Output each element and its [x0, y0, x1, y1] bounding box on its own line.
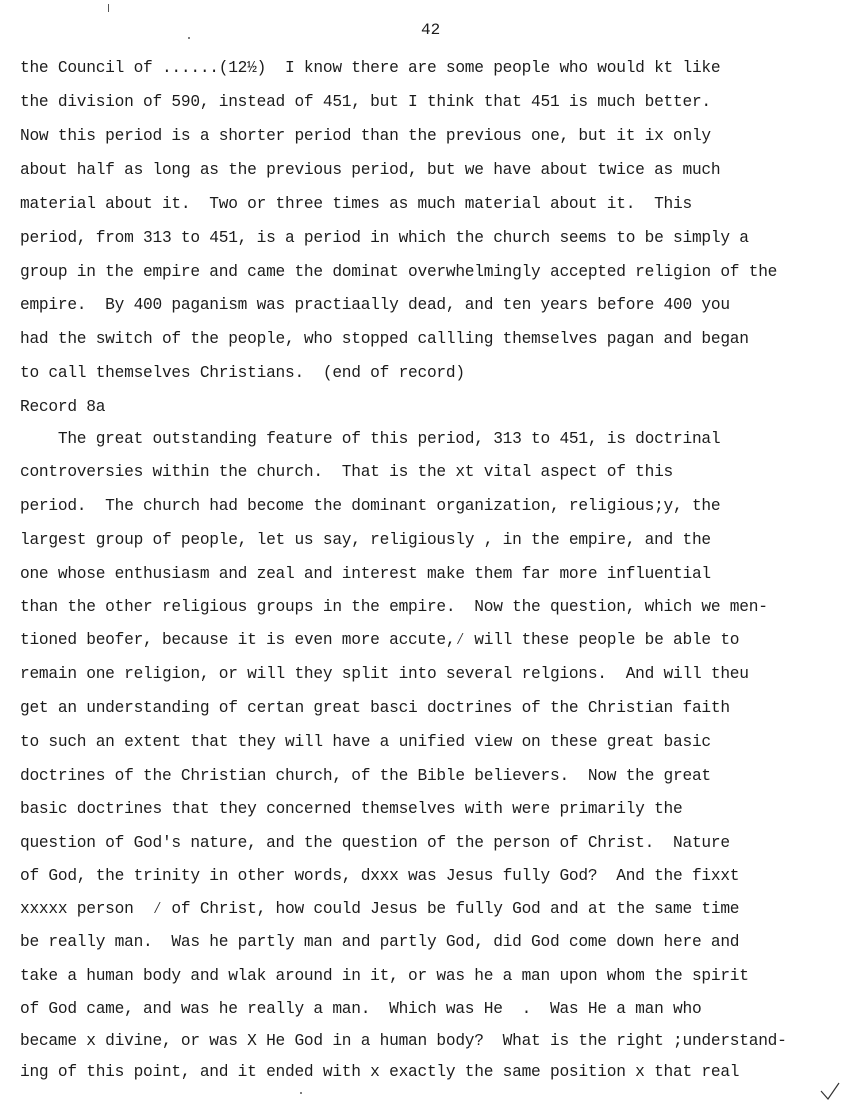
text-line: than the other religious groups in the empire. Now the question, which we men-	[20, 598, 768, 616]
text-line: to call themselves Christians. (end of record)	[20, 364, 465, 382]
text-line: period. The church had become the dominant organization, religious;y, the	[20, 497, 721, 515]
text-line: group in the empire and came the dominat overwhelmingly accepted religion of the	[20, 263, 778, 281]
text-line: The great outstanding feature of this period, 313 to 451, is doctrinal	[20, 430, 721, 448]
text-line: material about it. Two or three times as much material about it. This	[20, 195, 692, 213]
text-line: about half as long as the previous period, but we have about twice as much	[20, 161, 721, 179]
text-line: get an understanding of certan great basci doctrines of the Christian faith	[20, 699, 730, 717]
text-line: largest group of people, let us say, religiously , in the empire, and the	[20, 531, 711, 549]
text-line: empire. By 400 paganism was practiaally dead, and ten years before 400 you	[20, 296, 730, 314]
text-line: one whose enthusiasm and zeal and interest make them far more influential	[20, 565, 711, 583]
text-line: had the switch of the people, who stopped callling themselves pagan and began	[20, 330, 749, 348]
text-line: be really man. Was he partly man and partly God, did God come down here and	[20, 933, 740, 951]
text-line: Now this period is a shorter period than the previous one, but it ix only	[20, 127, 711, 145]
text-line: the division of 590, instead of 451, but I think that 451 is much better.	[20, 93, 711, 111]
text-line: the Council of ......(12½) I know there are some people who would kt like	[20, 59, 721, 77]
text-line: period, from 313 to 451, is a period in which the church seems to be simply a	[20, 229, 749, 247]
text-line: xxxxx person ⁄ of Christ, how could Jesus be fully God and at the same time	[20, 900, 740, 918]
check-mark-icon	[820, 1082, 840, 1102]
text-line: remain one religion, or will they split into several relgions. And will theu	[20, 665, 749, 683]
text-line: question of God's nature, and the question of the person of Christ. Nature	[20, 834, 730, 852]
text-line: ing of this point, and it ended with x exactly the same position x that real	[20, 1063, 740, 1081]
text-line: of God, the trinity in other words, dxxx was Jesus fully God? And the fixxt	[20, 867, 740, 885]
text-line: doctrines of the Christian church, of the Bible believers. Now the great	[20, 767, 711, 785]
section-heading: Record 8a	[20, 398, 106, 416]
page-number: 42	[421, 21, 441, 39]
text-line: to such an extent that they will have a unified view on these great basic	[20, 733, 711, 751]
text-line: of God came, and was he really a man. Which was He . Was He a man who	[20, 1000, 702, 1018]
scan-speck	[300, 1092, 302, 1094]
text-line: basic doctrines that they concerned themselves with were primarily the	[20, 800, 683, 818]
text-line: tioned beofer, because it is even more accute,⁄ will these people be able to	[20, 631, 740, 649]
text-line: take a human body and wlak around in it, or was he a man upon whom the spirit	[20, 967, 749, 985]
scan-speck	[188, 37, 190, 39]
scan-speck	[108, 4, 109, 12]
text-line: became x divine, or was X He God in a human body? What is the right ;understand-	[20, 1032, 787, 1050]
text-line: controversies within the church. That is the xt vital aspect of this	[20, 463, 674, 481]
